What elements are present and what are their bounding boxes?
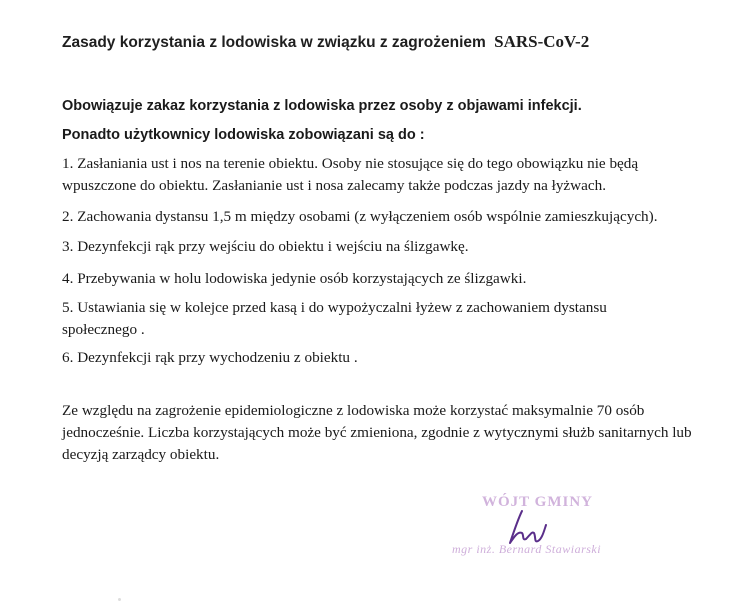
title-text: Zasady korzystania z lodowiska w związku z zagrożeniem <box>62 34 486 51</box>
list-item: 6. Dezynfekcji rąk przy wychodzeniu z obiektu . <box>62 349 358 366</box>
list-item: 2. Zachowania dystansu 1,5 m między osobami (z wyłączeniem osób wspólnie zamieszkujących). <box>62 208 658 225</box>
stamp-title: WÓJT GMINY <box>482 494 593 510</box>
title-code: SARS-CoV-2 <box>494 32 590 51</box>
ban-notice: Obowiązuje zakaz korzystania z lodowiska przez osoby z objawami infekcji. <box>62 98 582 114</box>
scan-speck <box>118 598 121 601</box>
list-item: 5. Ustawiania się w kolejce przed kasą i do wypożyczalni łyżew z zachowaniem dystansu społecznego . <box>62 299 607 338</box>
list-item: 4. Przebywania w holu lodowiska jedynie osób korzystających ze ślizgawki. <box>62 270 527 287</box>
stamp-name: mgr inż. Bernard Stawiarski <box>452 542 602 556</box>
document-title <box>62 32 589 52</box>
obligations-heading: Ponadto użytkownicy lodowiska zobowiązani są do : <box>62 127 425 143</box>
closing-paragraph: Ze względu na zagrożenie epidemiologiczne z lodowiska może korzystać maksymalnie 70 osób jednocześnie. Liczba korzystających może być zmieniona, zgodnie z wytycznymi służb sanitarnych lub decyzją zarządcy obiektu. <box>62 402 692 463</box>
list-item: 1. Zasłaniania ust i nos na terenie obiektu. Osoby nie stosujące się do tego obowiązku nie będą wpuszczone do obiektu. Zasłanianie ust i nosa zalecamy także podczas jazdy na łyżwach. <box>62 155 639 194</box>
list-item: 3. Dezynfekcji rąk przy wejściu do obiektu i wejściu na ślizgawkę. <box>62 238 469 255</box>
